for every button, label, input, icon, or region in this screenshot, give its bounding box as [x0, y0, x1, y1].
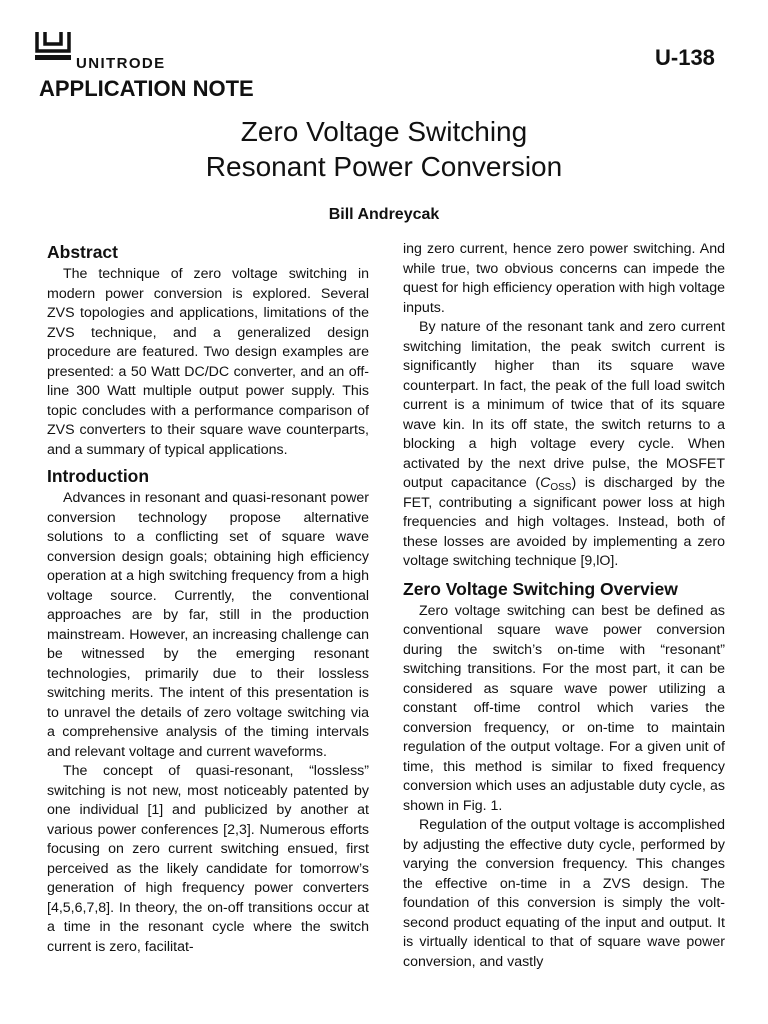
abstract-paragraph: The technique of zero voltage switching in modern power conversion is explored. Several ZVS topologies and applications, limitations of the ZVS technique, and a generalized design procedure are featured. Two design examples are presented: a 50 Watt DC/DC converter, and an off-line 300 Watt multiple output power supply. This topic concludes with a performance comparison of ZVS converters to their square wave counterparts, and a summary of typical applications.	[47, 266, 369, 458]
brand-name: UNITRODE	[76, 55, 166, 72]
introduction-heading: Introduction	[47, 466, 150, 486]
zvs-overview-heading: Zero Voltage Switching Overview	[403, 578, 678, 599]
zvs-overview-paragraph-1: Zero voltage switching can best be defined as conventional square wave power conversion during the switch’s on-time with “resonant” switching transitions. For the most part, it can be considered as square wave power utilizing a constant off-time control which varies the conversion frequency, or on-time to maintain regulation of the output voltage. For a given unit of time, this method is similar to fixed frequency conversion which uses an adjustable duty cycle, as shown in Fig. 1.	[403, 602, 725, 814]
resonant-tank-text-before: By nature of the resonant tank and zero current switching limitation, the peak switch current is significantly higher than its square wave counterpart. In fact, the peak of the full load switch current is a minimum of twice that of its square wave kin. In its off state, the switch returns to a blocking a high voltage every cycle. When activated by the next drive pulse, the MOSFET output capacitance (	[403, 319, 725, 491]
coss-subscript: OSS	[550, 482, 572, 493]
document-type: APPLICATION NOTE	[39, 76, 254, 101]
right-column	[403, 240, 725, 972]
zvs-overview-paragraph-2: Regulation of the output voltage is accomplished by adjusting the effective duty cycle, performed by varying the conversion frequency. This changes the effective on-time in a ZVS design. The foundation of this conversion is simply the volt-second product equating of the input and output. It is virtually identical to that of square wave power conversion, and vastly	[403, 817, 725, 970]
continued-paragraph: ing zero current, hence zero power switching. And while true, two obvious concerns can impede the quest for high efficiency operation with high voltage inputs.	[403, 241, 725, 316]
abstract-heading: Abstract	[47, 242, 118, 262]
author-name: Bill Andreycak	[328, 206, 440, 223]
title-line-1: Zero Voltage Switching	[240, 116, 528, 147]
left-column	[47, 240, 369, 957]
resonant-tank-text-after: ) is discharged by the FET, contributing a significant power loss at high frequencies and high voltages. Instead, both of these losses are avoided by implementing a zero voltage switching technique [9,lO].	[403, 475, 725, 569]
introduction-paragraph-1: Advances in resonant and quasi-resonant power conversion technology propose alternative solutions to a conflicting set of square wave conversion design goals; obtaining high efficiency operation at a high switching frequency from a high voltage source. Currently, the conventional approaches are by far, still in the production mainstream. However, an increasing challenge can be witnessed by the emerging resonant technologies, primarily due to their lossless switching merits. The intent of this presentation is to unravel the details of zero voltage switching via a comprehensive analysis of the timing intervals and relevant voltage and current waveforms.	[47, 490, 369, 760]
introduction-paragraph-2: The concept of quasi-resonant, “lossless” switching is not new, most noticeably patented by one individual [1] and publicized by another at various power conferences [2,3]. Numerous efforts focusing on zero current switching ensued, first perceived as the likely candidate for tomorrow’s generation of high frequency power converters [4,5,6,7,8]. In theory, the on-off transitions occur at a time in the resonant cycle where the switch current is zero, facilitat-	[47, 763, 369, 955]
document-number: U-138	[655, 45, 715, 70]
resonant-tank-paragraph	[403, 318, 725, 572]
document-title	[0, 114, 768, 184]
unitrode-logo-icon	[35, 31, 71, 61]
coss-symbol: C	[540, 475, 551, 491]
title-line-2: Resonant Power Conversion	[205, 151, 563, 182]
